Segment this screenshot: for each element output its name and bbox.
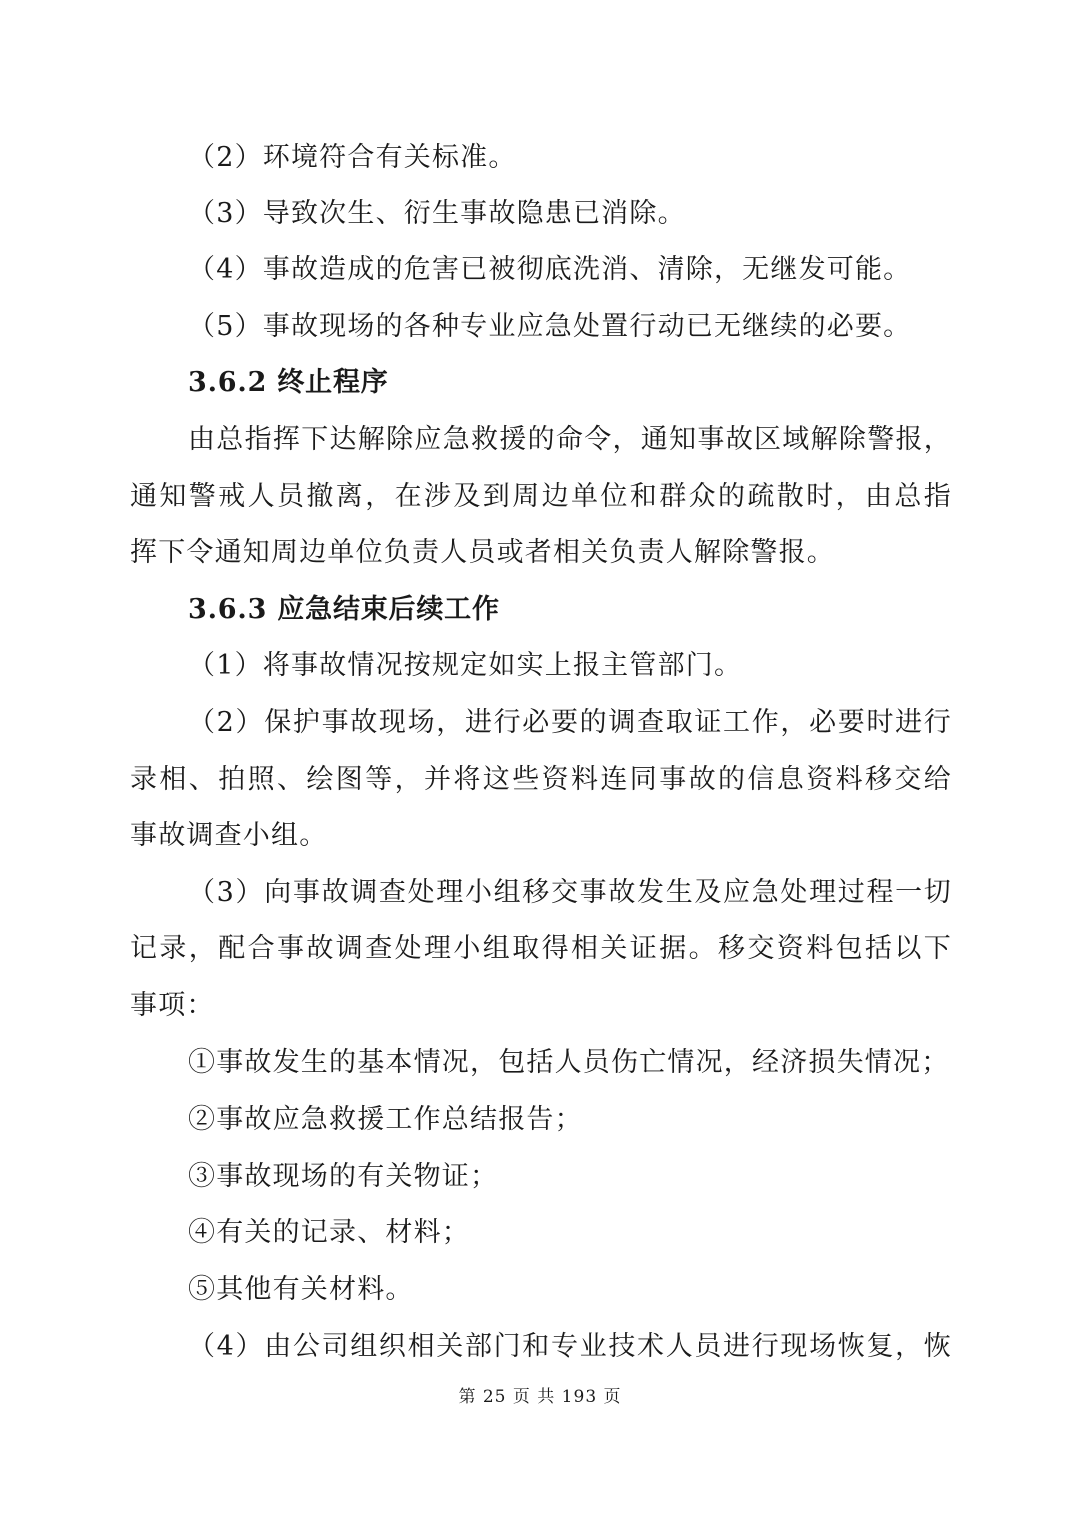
page-footer: 第 25 页 共 193 页 <box>458 1387 622 1407</box>
paragraph-line: 事故调查小组。 <box>130 820 328 851</box>
section-heading-3-6-2: 3.6.2 终止程序 <box>188 367 389 398</box>
sub-list-item: ④有关的记录、材料； <box>188 1217 470 1248</box>
paragraph-line: 录相、拍照、绘图等，并将这些资料连同事故的信息资料移交给 <box>130 764 952 795</box>
paragraph-line: 挥下令通知周边单位负责人员或者相关负责人解除警报。 <box>130 537 835 568</box>
paragraph-line: 记录，配合事故调查处理小组取得相关证据。移交资料包括以下 <box>130 933 952 964</box>
list-item-2: （2）环境符合有关标准。 <box>188 142 517 173</box>
sub-list-item: ①事故发生的基本情况，包括人员伤亡情况，经济损失情况； <box>188 1047 950 1078</box>
paragraph-line: 由总指挥下达解除应急救援的命令，通知事故区域解除警报， <box>188 424 952 455</box>
list-item-4: （4）事故造成的危害已被彻底洗消、清除，无继发可能。 <box>188 254 912 285</box>
section-heading-3-6-3: 3.6.3 应急结束后续工作 <box>188 594 500 625</box>
sub-list-item: ⑤其他有关材料。 <box>188 1274 414 1305</box>
list-item-5: （5）事故现场的各种专业应急处置行动已无继续的必要。 <box>188 311 912 342</box>
paragraph-line: 通知警戒人员撤离，在涉及到周边单位和群众的疏散时，由总指 <box>130 481 952 512</box>
list-item-1: （1）将事故情况按规定如实上报主管部门。 <box>188 650 743 681</box>
paragraph-line: （3）向事故调查处理小组移交事故发生及应急处理过程一切 <box>188 877 952 908</box>
list-item-3: （3）导致次生、衍生事故隐患已消除。 <box>188 198 686 229</box>
sub-list-item: ②事故应急救援工作总结报告； <box>188 1104 583 1135</box>
paragraph-line: 事项： <box>130 990 215 1021</box>
paragraph-line: （4）由公司组织相关部门和专业技术人员进行现场恢复，恢 <box>188 1331 952 1362</box>
paragraph-line: （2）保护事故现场，进行必要的调查取证工作，必要时进行 <box>188 707 952 738</box>
sub-list-item: ③事故现场的有关物证； <box>188 1161 499 1192</box>
